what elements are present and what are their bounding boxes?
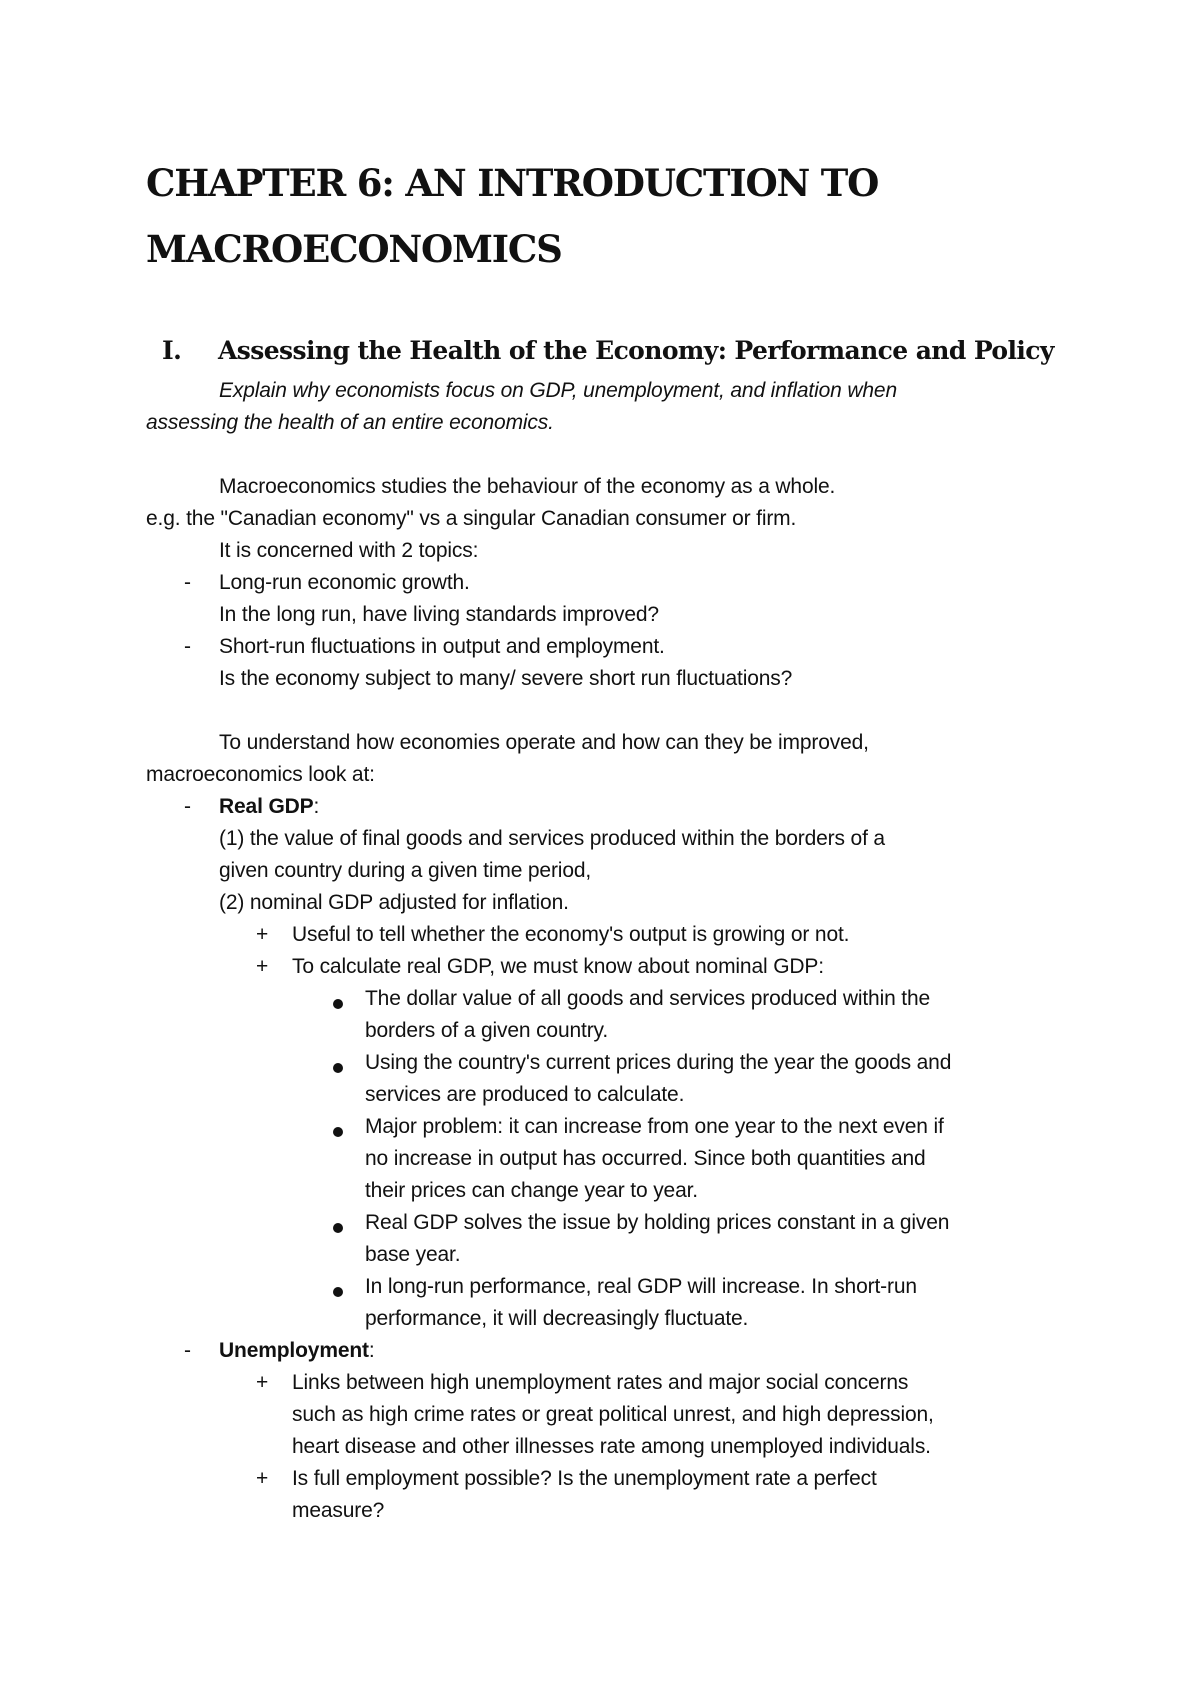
topic-1-detail: In the long run, have living standards improved? [219,603,659,626]
bullet-dot [333,1287,343,1297]
unemployment-point-2-line-2: measure? [292,1499,385,1522]
real-gdp-definition-1-line-2: given country during a given time period, [219,859,592,882]
real-gdp-point-2: To calculate real GDP, we must know about nominal GDP: [292,955,824,978]
section-heading [146,334,1054,368]
chapter-title-line-1: CHAPTER 6: AN INTRODUCTION TO [146,161,879,205]
nominal-gdp-bullet-3-line-1: Major problem: it can increase from one year to the next even if [365,1115,944,1138]
unemployment-colon: : [368,1339,375,1362]
nominal-gdp-bullet-1-line-2: borders of a given country. [365,1019,609,1042]
unemployment-point-1-line-1: Links between high unemployment rates and major social concerns [292,1371,909,1394]
bullet-dot [333,1063,343,1073]
topic-2-detail: Is the economy subject to many/ severe short run fluctuations? [219,667,793,690]
intro-line-2: e.g. the "Canadian economy" vs a singular Canadian consumer or firm. [146,507,797,530]
unemployment-term: Unemployment [219,1339,369,1362]
real-gdp-colon: : [313,795,320,818]
unemployment-dash-marker: - [184,1339,191,1362]
nominal-gdp-bullet-2-line-1: Using the country's current prices during the year the goods and [365,1051,952,1074]
unemployment-plus-marker-2: + [256,1467,269,1490]
nominal-gdp-bullet-4-line-2: base year. [365,1243,461,1266]
look-at-line-1: To understand how economies operate and how can they be improved, [219,731,869,754]
unemployment-point-1-line-2: such as high crime rates or great political unrest, and high depression, [292,1403,934,1426]
topic-1-title: Long-run economic growth. [219,571,470,594]
real-gdp-definition-1-line-1: (1) the value of final goods and services produced within the borders of a [219,827,885,850]
learning-objective-line-1: Explain why economists focus on GDP, unemployment, and inflation when [219,379,897,402]
chapter-title-line-2: MACROECONOMICS [146,227,562,271]
real-gdp-term: Real GDP [219,795,314,818]
topic-2-dash-marker: - [184,635,191,658]
topic-1-dash-marker: - [184,571,191,594]
nominal-gdp-bullet-1-line-1: The dollar value of all goods and services produced within the [365,987,931,1010]
real-gdp-plus-marker-1: + [256,923,269,946]
intro-line-1: Macroeconomics studies the behaviour of the economy as a whole. [219,475,836,498]
nominal-gdp-bullet-2-line-2: services are produced to calculate. [365,1083,685,1106]
unemployment-plus-marker-1: + [256,1371,269,1394]
look-at-line-2: macroeconomics look at: [146,763,375,786]
nominal-gdp-bullet-4-line-1: Real GDP solves the issue by holding prices constant in a given [365,1211,950,1234]
bullet-dot [333,1127,343,1137]
real-gdp-plus-marker-2: + [256,955,269,978]
topic-2-title: Short-run fluctuations in output and employment. [219,635,665,658]
nominal-gdp-bullet-5-line-2: performance, it will decreasingly fluctuate. [365,1307,749,1330]
nominal-gdp-bullet-3-line-2: no increase in output has occurred. Since both quantities and [365,1147,926,1170]
intro-line-3: It is concerned with 2 topics: [219,539,479,562]
nominal-gdp-bullet-5-line-1: In long-run performance, real GDP will increase. In short-run [365,1275,917,1298]
real-gdp-heading [219,791,319,823]
real-gdp-point-1: Useful to tell whether the economy's output is growing or not. [292,923,850,946]
real-gdp-definition-2: (2) nominal GDP adjusted for inflation. [219,891,569,914]
nominal-gdp-bullet-3-line-3: their prices can change year to year. [365,1179,698,1202]
chapter-title [146,150,878,282]
bullet-dot [333,999,343,1009]
real-gdp-dash-marker: - [184,795,191,818]
learning-objective-line-2: assessing the health of an entire economics. [146,411,554,434]
unemployment-heading [219,1335,375,1367]
section-heading-text: Assessing the Health of the Economy: Performance and Policy [218,336,1054,365]
unemployment-point-2-line-1: Is full employment possible? Is the unemployment rate a perfect [292,1467,877,1490]
section-number: I. [162,336,182,365]
unemployment-point-1-line-3: heart disease and other illnesses rate among unemployed individuals. [292,1435,931,1458]
bullet-dot [333,1223,343,1233]
